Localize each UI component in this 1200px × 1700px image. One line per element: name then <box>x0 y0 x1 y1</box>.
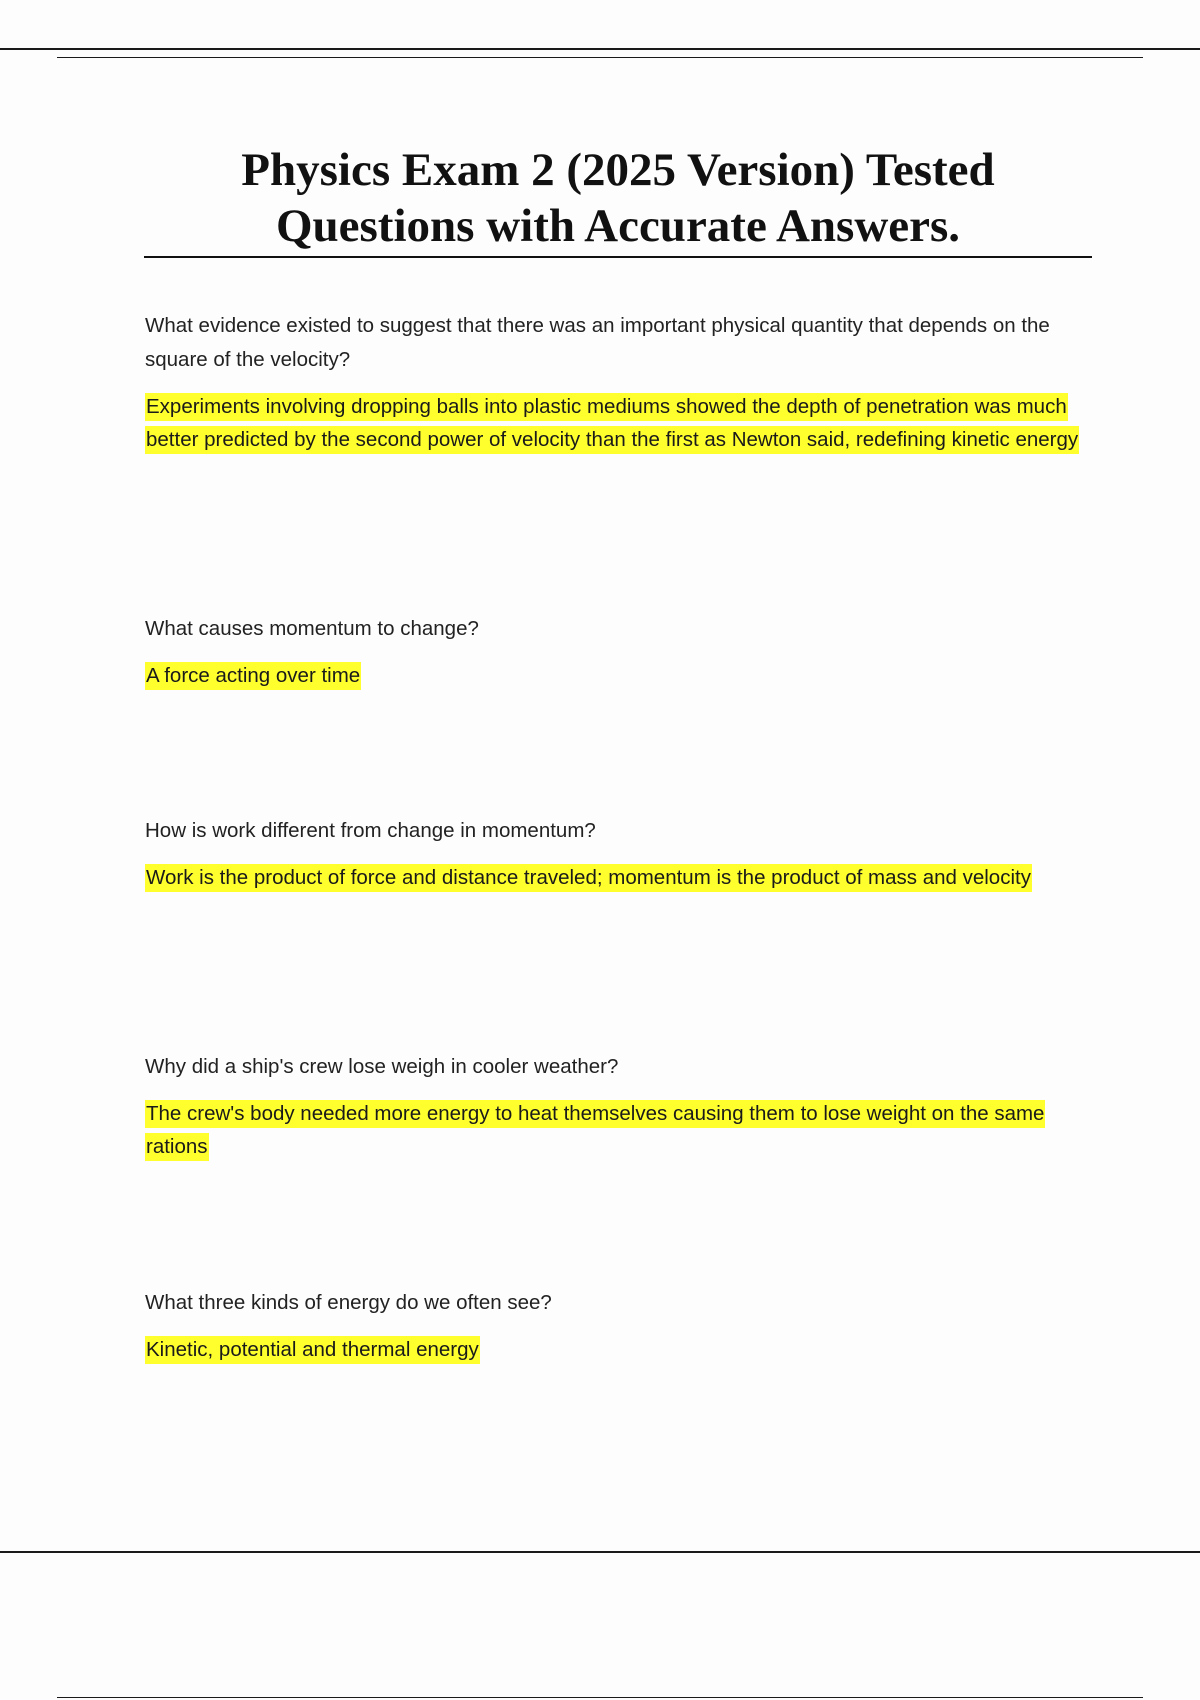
next-page-rule <box>57 1697 1143 1698</box>
question-text: What three kinds of energy do we often see? <box>145 1291 552 1314</box>
question-text: Why did a ship's crew lose weigh in cooler weather? <box>145 1055 619 1078</box>
document-title: Physics Exam 2 (2025 Version) Tested Questions with Accurate Answers. <box>241 144 995 252</box>
qa-item <box>145 612 1095 692</box>
answer-highlight: Work is the product of force and distance traveled; momentum is the product of mass and velocity <box>145 864 1032 892</box>
question-text: How is work different from change in momentum? <box>145 819 596 842</box>
answer-text <box>145 390 1095 456</box>
answer-text <box>145 1333 1095 1366</box>
answer-text <box>145 1097 1095 1163</box>
question-text: What evidence existed to suggest that there was an important physical quantity that depends on the square of the velocity? <box>145 314 1050 371</box>
answer-highlight: A force acting over time <box>145 662 361 690</box>
header-rule-outer <box>0 48 1200 50</box>
question-text: What causes momentum to change? <box>145 617 479 640</box>
qa-item <box>145 814 1095 894</box>
answer-highlight: Kinetic, potential and thermal energy <box>145 1336 480 1364</box>
answer-text <box>145 861 1095 894</box>
footer-rule-outer <box>0 1551 1200 1553</box>
qa-item <box>145 309 1095 456</box>
qa-item <box>145 1286 1095 1366</box>
header-rule-inner <box>57 57 1143 58</box>
title-block <box>144 142 1092 258</box>
qa-item <box>145 1050 1095 1163</box>
answer-text <box>145 659 1095 692</box>
answer-highlight: Experiments involving dropping balls into plastic mediums showed the depth of penetration was much better predicted by the second power of velocity than the first as Newton said, redefining kinetic energy <box>145 393 1079 454</box>
answer-highlight: The crew's body needed more energy to heat themselves causing them to lose weight on the same rations <box>145 1100 1045 1161</box>
